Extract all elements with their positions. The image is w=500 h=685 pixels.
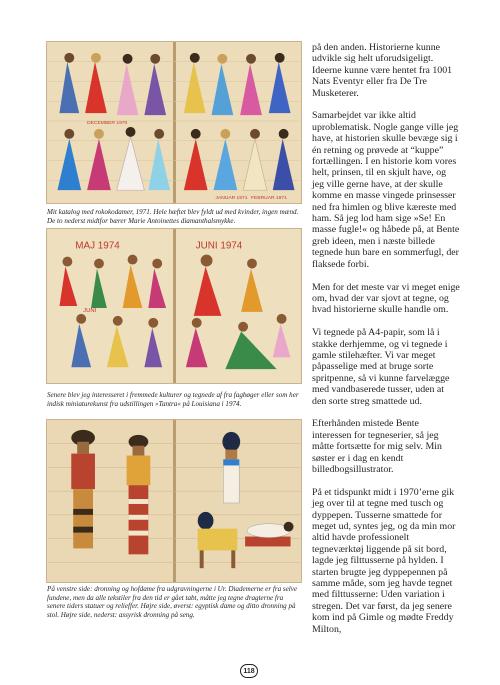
rococo-illustration [47,42,301,203]
body-paragraph: Vi tegnede på A4-papir, som lå i stakke derhjemme, og vi tegnede i gamle stilehæfter. Vi var meget påpasselige med at bruge sorte spritpenne, så vi kunne farvelægge med vandbaserede tusser, uden at den sorte streg smattede ud. [312,327,450,407]
body-paragraph: Samarbejdet var ikke altid uproblematisk. Nogle gange ville jeg have, at historien skulle bevæge sig i én retning og prøvede at “kuppe” fortællingen. I en historie kom vores helt, prinsen, til en skjult have, og jeg ville gerne have, at der skulle komme en masse vingede prinsesser ned fra himlen og blive kæreste med ham. Så jeg lod ham sige »Se! En masse fugle!« og håbede på, at Bente greb ideen, men i næste billede tegnede hun bare en sommerfugl, der flaksede forbi. [312,110,460,270]
sketchbook-photo-ur [46,419,302,583]
body-paragraph: På et tidspunkt midt i 1970’erne gik jeg over til at tegne med tusch og dyppepen. Tusserne smattede for meget ud, syntes jeg, og da min mor altid havde professionelt tegneværktøj liggende på sit bord, lagde jeg filttusserne på hylden. I starten brugte jeg dyppepennen på samme måde, som jeg havde tegnet med filttusserne: Uden variation i stregen. Det var først, da jeg senere kom ind på Gimle og mødte Freddy Milton, [312,486,456,635]
photo-label: MAJ 1974 [75,240,120,252]
photo-label: JUNI [83,307,97,314]
body-paragraph: Efterhånden mistede Bente interessen for tegneserier, så jeg måtte fortsætte for mig selv. Min søster er i dag en kendt billedbogsillustrator. [312,418,442,475]
caption-ur: På venstre side: dronning og hofdame fra udgravningerne i Ur. Diademerne er fra selve fundene, men da alle tekstiler fra den tid er gået tabt, måtte jeg tegne dragterne fra senere tiders statuer og relieffer. Højre side, øverst: egyptisk dame og ditto dronning på stol. Højre side, nederst: assyrisk dronning på seng. [47,585,298,620]
body-paragraph: på den anden. Historierne kunne udvikle sig helt uforudsigeligt. Ideerne kunne være hentet fra 1001 Nats Eventyr eller fra De Tre Musketerer. [312,42,453,99]
caption-indian: Senere blev jeg interesseret i fremmede kulturer og tegnede af fra fagbøger eller som her indisk miniaturekunst fra udstillingen »Tantra« på Louisiana i 1974. [47,391,299,408]
ur-illustration [47,420,301,582]
sketchbook-photo-rococo [46,41,302,204]
photo-label: JANUAR 1971 [215,196,248,202]
indian-illustration [47,229,301,383]
photo-label: DECEMBER 1970 [87,120,128,126]
photo-label: FEBRUAR 1971 [251,196,287,202]
body-paragraph: Men for det meste var vi meget enige om, hvad der var sjovt at tegne, og hvad historierne skulle handle om. [312,281,460,316]
body-text-column [312,42,460,646]
photo-label: JUNI 1974 [195,240,243,252]
sketchbook-photo-indian [46,228,302,384]
caption-rococo: Mit katalog med rokokodamer, 1971. Hele hæftet blev fyldt ud med kvinder, ingen mænd. De to nederst midtfor bærer Marie Antoinettes diamanthalsmykke. [47,208,299,225]
page-number: 118 [240,664,258,678]
